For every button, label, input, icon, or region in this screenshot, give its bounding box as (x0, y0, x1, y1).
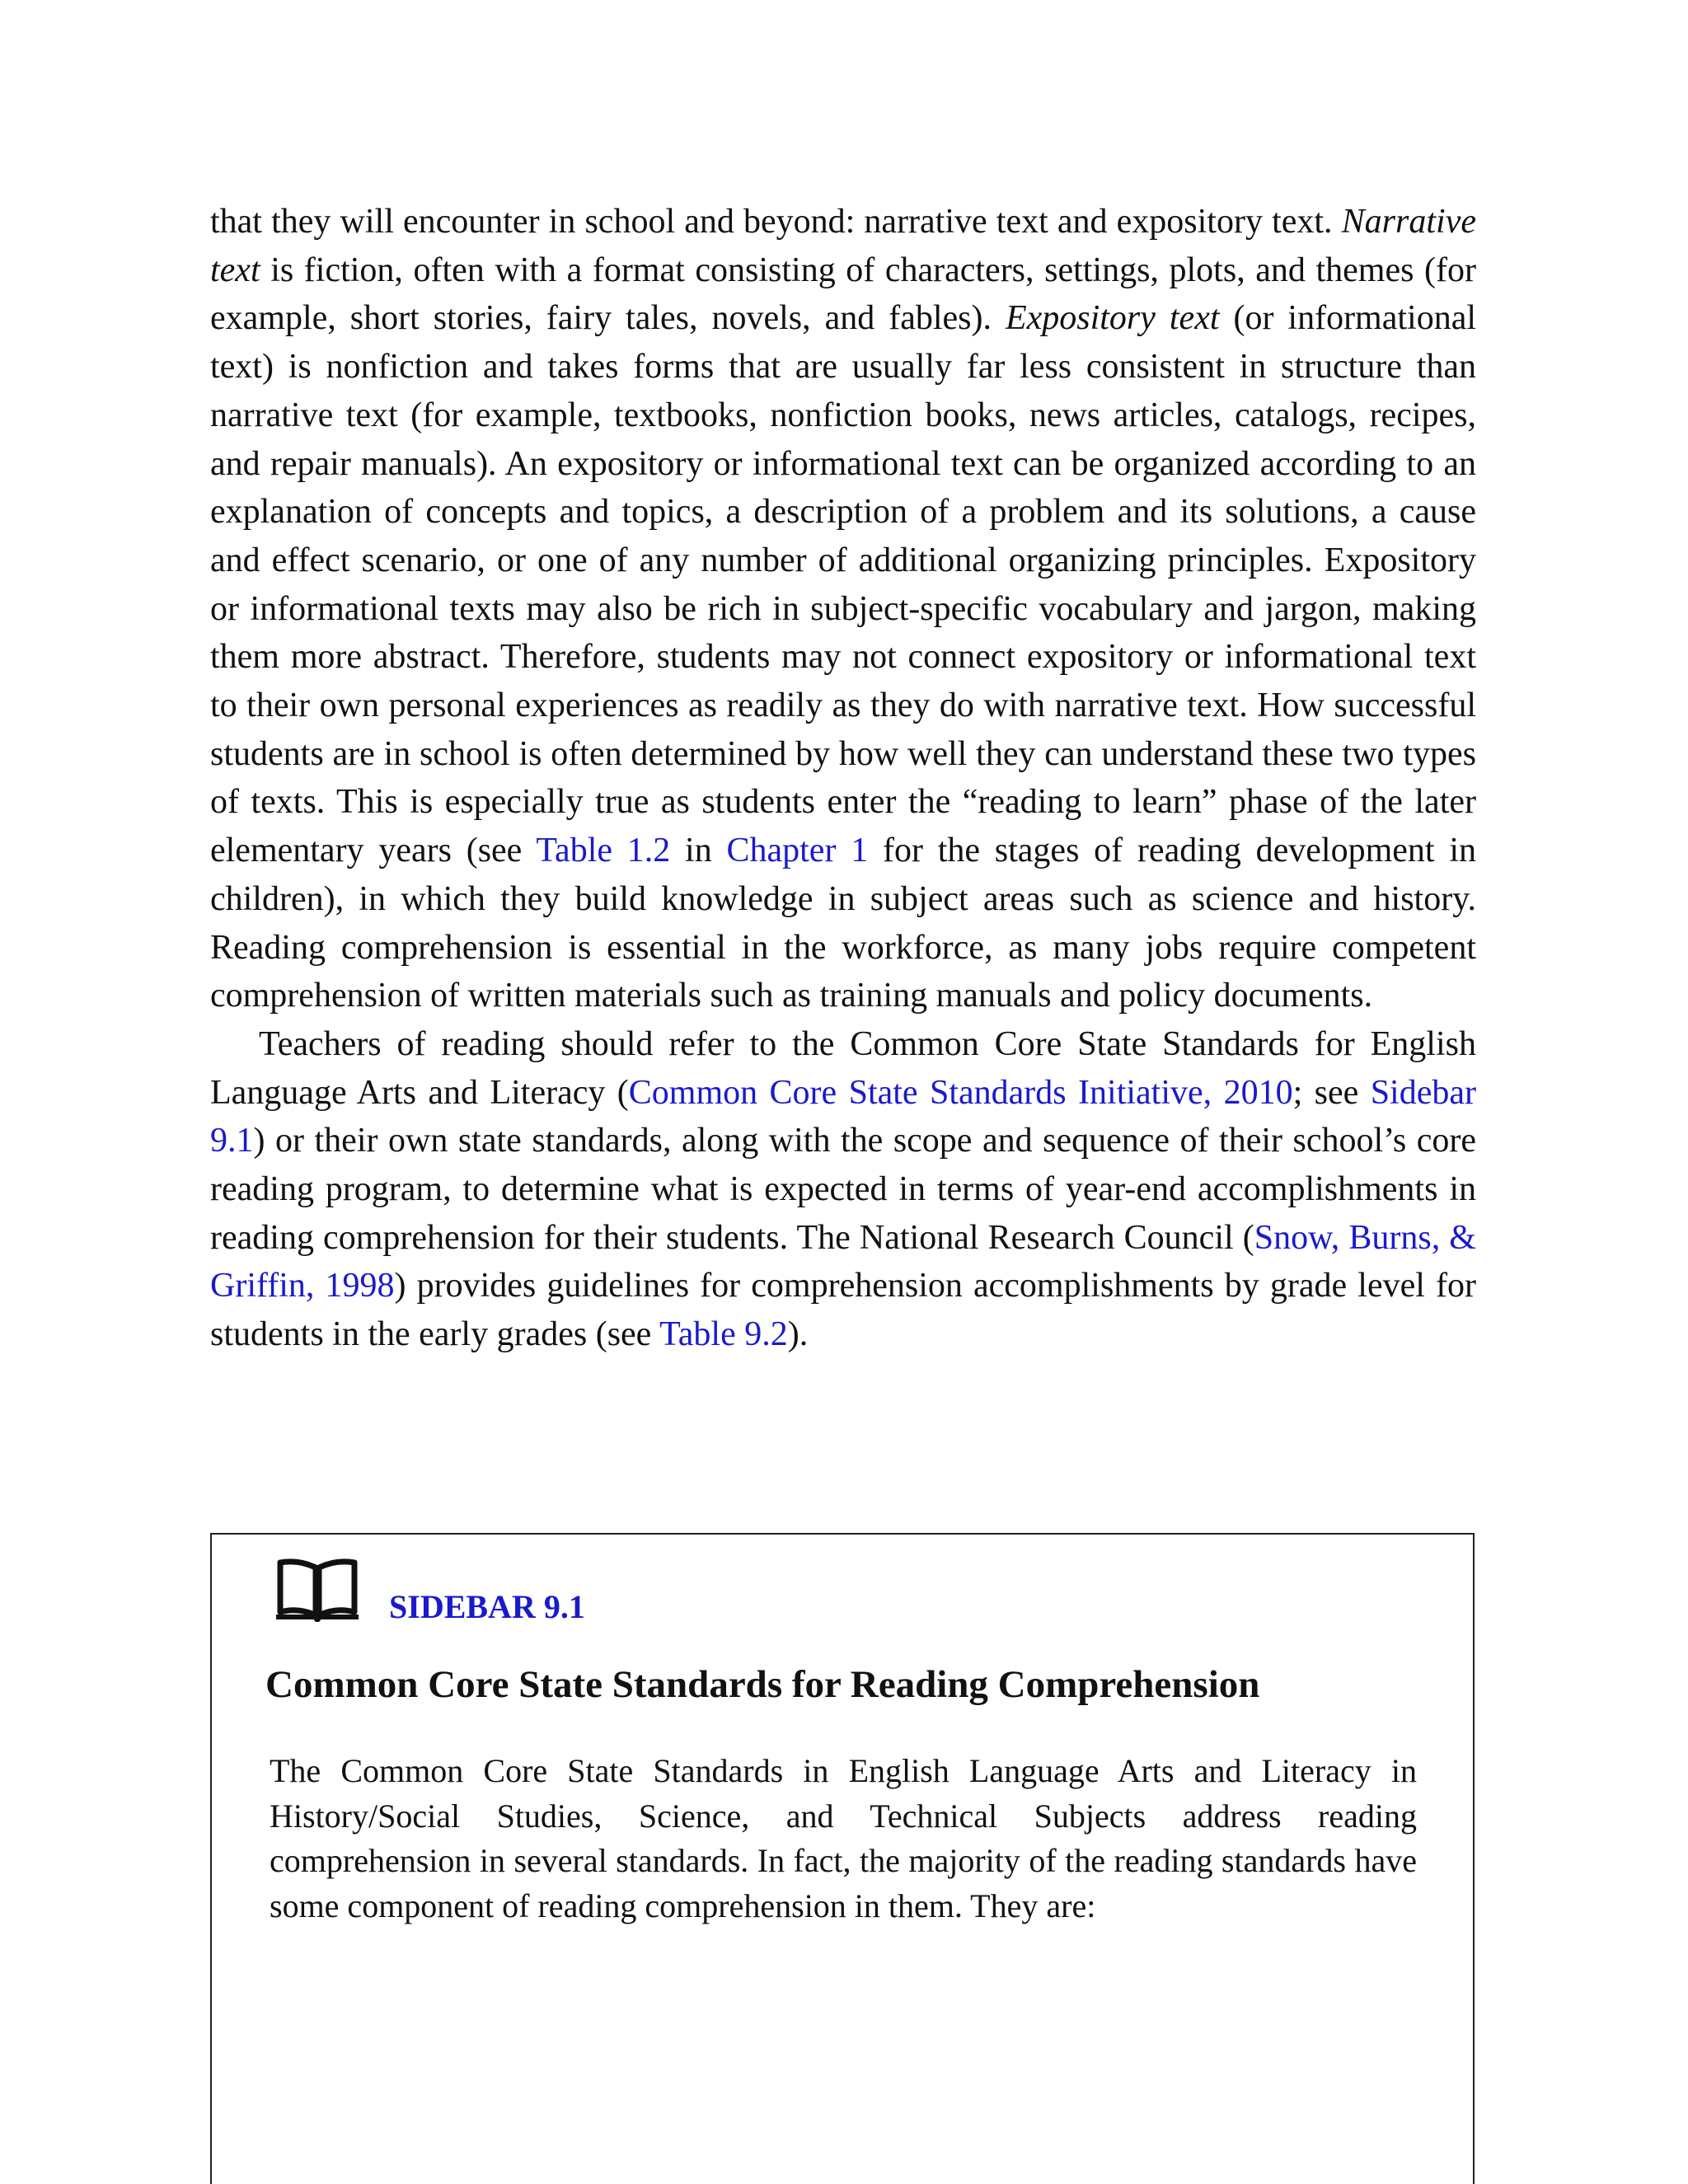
text-span: for the stages of reading development in children), in which they build knowledge in subject areas such as science and history. Reading comprehension is essential in the workforce, as many jobs require competent comprehension of written materials such as training manuals and policy documents. (210, 832, 1477, 1015)
sidebar-body: The Common Core State Standards in English Language Arts and Literacy in History/Social Studies, Science, and Technical Subjects address reading comprehension in several standards. In fact, the majority of the reading standards have some component of reading comprehension in them. They are: (270, 1752, 1417, 1924)
text-span: is fiction, often with a format consisting of characters, settings, plots, and themes (for example, short stories, fairy tales, novels, and fables). (210, 251, 1476, 338)
paragraph-1 (210, 198, 1476, 1020)
link-chapter-1[interactable]: Chapter 1 (726, 832, 869, 870)
link-table-9-2[interactable]: Table 9.2 (659, 1315, 788, 1354)
text-span: Teachers of reading should refer to the Common Core State Standards for English Language Arts and Literacy ( (210, 1024, 1476, 1112)
term-expository-text: Expository text (1005, 299, 1220, 338)
open-book-icon (274, 1558, 361, 1622)
sidebar-label: SIDEBAR 9.1 (389, 1588, 585, 1625)
text-span: ) or their own state standards, along with the scope and sequence of their school’s core reading program, to determine what is expected in terms of year-end accomplishments in reading comprehension for their students. The National Research Council ( (210, 1122, 1476, 1257)
text-span: ) provides guidelines for comprehension accomplishments by grade level for students in the early grades (see (210, 1267, 1477, 1354)
sidebar-box (210, 1533, 1475, 2184)
link-ccss-citation[interactable]: Common Core State Standards Initiative, 2010 (628, 1073, 1293, 1112)
text-span: that they will encounter in school and beyond: narrative text and expository text. (210, 203, 1342, 241)
text-span: ). (787, 1315, 809, 1354)
text-span: (or informational text) is nonfiction and takes forms that are usually far less consistent in structure than narrative text (for example, textbooks, nonfiction books, news articles, catalogs, recipes, and repair manuals). An expository or informational text can be organized according to an explanation of concepts and topics, a description of a problem and its solutions, a cause and effect scenario, or one of any number of additional organizing principles. Expository or informational texts may also be rich in subject-specific vocabulary and jargon, making them more abstract. Therefore, students may not connect expository or informational text to their own personal experiences as readily as they do with narrative text. How successful students are in school is often determined by how well they can understand these two types of texts. This is especially true as students enter the “reading to learn” phase of the later elementary years (see (210, 299, 1477, 870)
link-snow-citation[interactable]: Snow, Burns, & Griffin, 1998 (210, 1218, 1476, 1305)
sidebar-title: Common Core State Standards for Reading Comprehension (265, 1663, 1260, 1706)
text-span: ; see (1292, 1073, 1371, 1112)
paragraph-2 (210, 1020, 1476, 1359)
term-narrative-text: Narrative text (210, 203, 1476, 289)
text-span: in (670, 832, 727, 870)
link-table-1-2[interactable]: Table 1.2 (536, 832, 671, 870)
main-text (210, 198, 1476, 1359)
link-sidebar-9-1[interactable]: Sidebar 9.1 (210, 1073, 1476, 1160)
